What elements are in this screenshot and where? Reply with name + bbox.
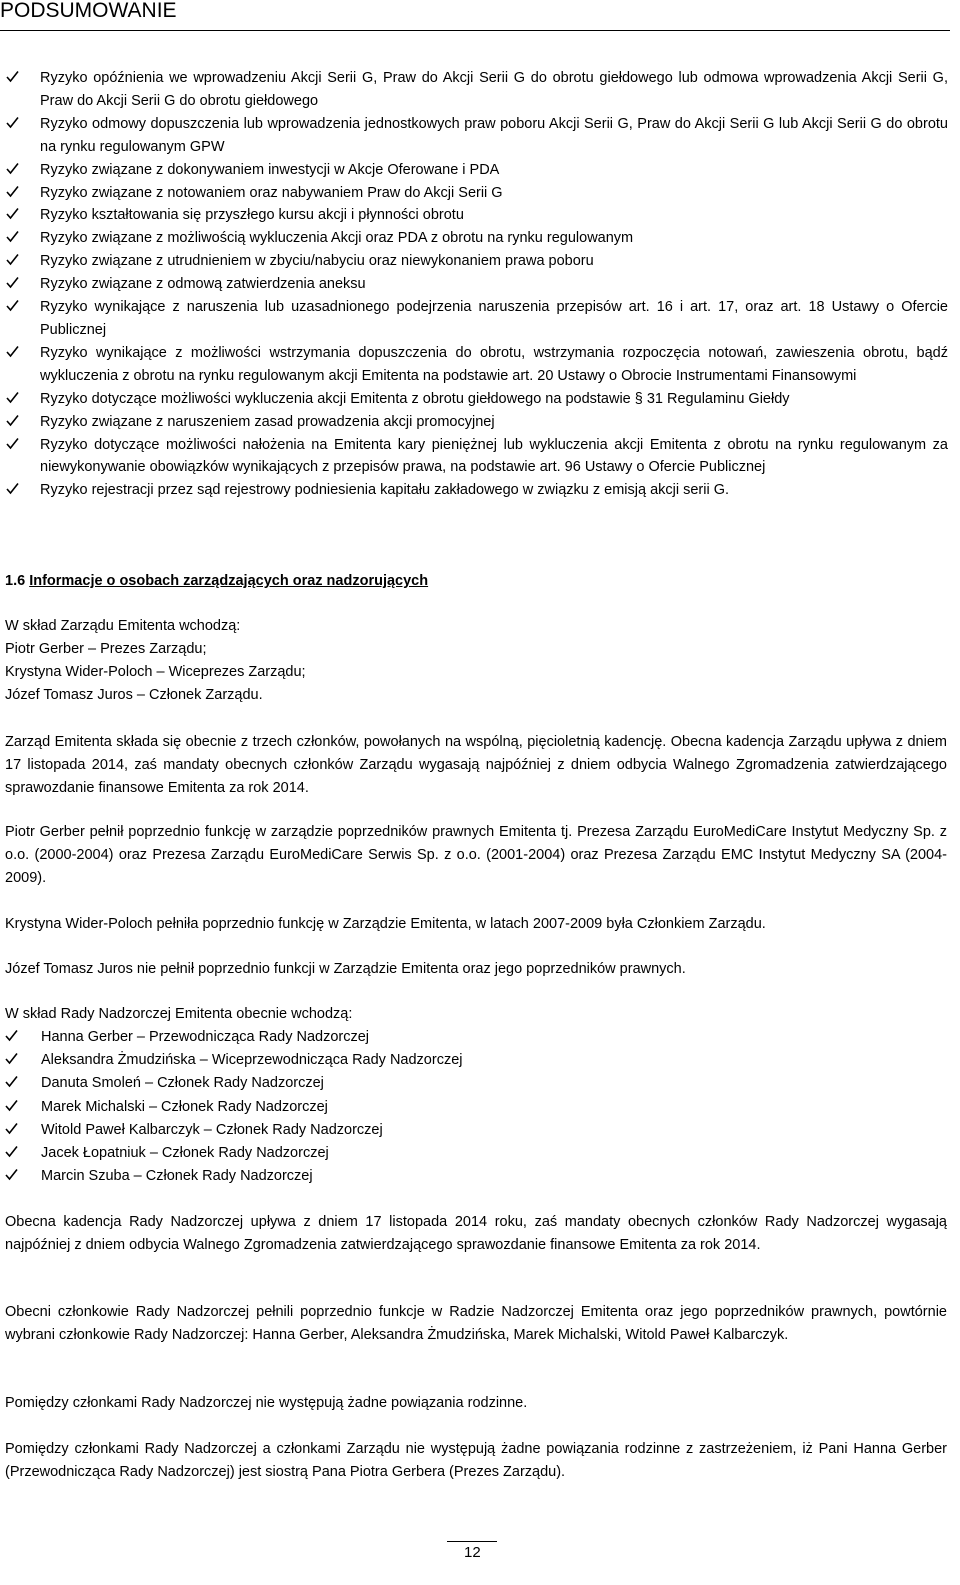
checkmark-icon	[6, 182, 19, 204]
paragraph-no-relations	[5, 1392, 947, 1415]
board-member: Danuta Smoleń – Członek Rady Nadzorczej	[41, 1075, 324, 1092]
list-item	[5, 1119, 947, 1142]
checkmark-icon	[5, 1049, 18, 1071]
paragraph: Józef Tomasz Juros nie pełnił poprzednio funkcji w Zarządzie Emitenta oraz jego poprzedników prawnych.	[5, 961, 686, 977]
management-intro: W skład Zarządu Emitenta wchodzą:	[5, 618, 241, 634]
board-intro: W skład Rady Nadzorczej Emitenta obecnie wchodzą:	[5, 1006, 353, 1022]
risk-text: Ryzyko związane z notowaniem oraz nabywaniem Praw do Akcji Serii G	[40, 184, 503, 201]
management-member: Krystyna Wider-Poloch – Wiceprezes Zarządu;	[5, 664, 306, 680]
management-member: Piotr Gerber – Prezes Zarządu;	[5, 641, 207, 657]
risk-text: Ryzyko związane z odmową zatwierdzenia aneksu	[40, 276, 366, 293]
risk-text: Ryzyko wynikające z możliwości wstrzymania dopuszczenia do obrotu, wstrzymania rozpoczęcia notowań, zawieszenia obrotu, bądź wykluczenia z obrotu na rynku regulowanym akcji Emitenta na podstawie art. 20 Ustawy o Obrocie Instrumentami Finansowymi	[40, 344, 948, 384]
board-block	[5, 1003, 947, 1188]
checkmark-icon	[6, 479, 19, 501]
board-member: Marcin Szuba – Członek Rady Nadzorczej	[41, 1168, 313, 1185]
list-item	[6, 227, 948, 250]
checkmark-icon	[5, 1026, 18, 1048]
risk-text: Ryzyko dotyczące możliwości nałożenia na Emitenta kary pieniężnej lub wykluczenia akcji Emitenta z obrotu na rynku regulowanym za niewykonywanie obowiązków wynikających z przepisów prawa, na podstawie art. 96 Ustawy o Ofercie Publicznej	[40, 436, 948, 476]
board-member: Jacek Łopatniuk – Członek Rady Nadzorczej	[41, 1145, 329, 1162]
list-item	[6, 250, 948, 273]
list-item	[5, 1096, 947, 1119]
list-item	[5, 1072, 947, 1095]
risk-text: Ryzyko dotyczące możliwości wykluczenia akcji Emitenta z obrotu giełdowego na podstawie § 31 Regulaminu Giełdy	[40, 390, 790, 407]
list-item	[5, 1026, 947, 1049]
risk-text: Ryzyko opóźnienia we wprowadzeniu Akcji Serii G, Praw do Akcji Serii G do obrotu giełdowego lub odmowa wprowadzenia Akcji Serii G, Praw do Akcji Serii G do obrotu giełdowego	[40, 70, 948, 109]
paragraph: Obecni członkowie Rady Nadzorczej pełnili poprzednio funkcje w Radzie Nadzorczej Emitenta oraz jego poprzedników prawnych, powtórnie wybrani członkowie Rady Nadzorczej: Hanna Gerber, Aleksandra Żmudzińska, Marek Michalski, Witold Paweł Kalbarczyk.	[5, 1304, 947, 1343]
list-item	[6, 296, 948, 342]
checkmark-icon	[6, 296, 19, 318]
list-item	[6, 113, 948, 159]
board-member: Hanna Gerber – Przewodnicząca Rady Nadzorczej	[41, 1029, 370, 1045]
checkmark-icon	[6, 388, 19, 410]
paragraph-term	[5, 731, 947, 800]
checkmark-icon	[5, 1165, 18, 1187]
checkmark-icon	[6, 159, 19, 181]
list-item	[6, 388, 948, 411]
risk-text: Ryzyko związane z naruszeniem zasad prowadzenia akcji promocyjnej	[40, 413, 495, 430]
page-title: PODSUMOWANIE	[0, 0, 177, 22]
checkmark-icon	[5, 1142, 18, 1164]
paragraph-wider	[5, 913, 947, 936]
board-member: Witold Paweł Kalbarczyk – Członek Rady Nadzorczej	[41, 1121, 383, 1138]
paragraph: Pomiędzy członkami Rady Nadzorczej a członkami Zarządu nie występują żadne powiązania rodzinne z zastrzeżeniem, iż Pani Hanna Gerber (Przewodnicząca Rady Nadzorczej) jest siostrą Pana Piotra Gerbera (Prezes Zarządu).	[5, 1441, 947, 1480]
checkmark-icon	[5, 1096, 18, 1118]
paragraph-board-term	[5, 1211, 947, 1257]
risk-text: Ryzyko wynikające z naruszenia lub uzasadnionego podejrzenia naruszenia przepisów art. 16 i art. 17, oraz art. 18 Ustawy o Ofercie Publicznej	[40, 299, 948, 338]
paragraph-board-prior	[5, 1301, 947, 1347]
list-item	[6, 342, 948, 388]
section-heading	[5, 570, 428, 592]
board-member: Aleksandra Żmudzińska – Wiceprzewodnicząca Rady Nadzorczej	[41, 1052, 463, 1069]
paragraph: Krystyna Wider-Poloch pełniła poprzednio funkcję w Zarządzie Emitenta, w latach 2007-2009 była Członkiem Zarządu.	[5, 916, 766, 932]
checkmark-icon	[6, 273, 19, 295]
checkmark-icon	[6, 227, 19, 249]
management-block	[5, 615, 947, 707]
list-item	[6, 434, 948, 480]
paragraph-gerber	[5, 821, 947, 890]
risk-list	[6, 67, 948, 502]
list-item	[6, 273, 948, 296]
page-number: 12	[464, 1544, 481, 1561]
paragraph-juros	[5, 958, 947, 981]
board-member: Marek Michalski – Członek Rady Nadzorczej	[41, 1098, 328, 1115]
board-list	[5, 1026, 947, 1188]
checkmark-icon	[5, 1119, 18, 1141]
checkmark-icon	[6, 204, 19, 226]
risk-text: Ryzyko kształtowania się przyszłego kursu akcji i płynności obrotu	[40, 207, 464, 224]
risk-text: Ryzyko związane z utrudnieniem w zbyciu/nabyciu oraz niewykonaniem prawa poboru	[40, 253, 594, 270]
checkmark-icon	[6, 342, 19, 364]
checkmark-icon	[6, 250, 19, 272]
page-number-rule	[447, 1541, 497, 1542]
list-item	[6, 159, 948, 182]
paragraph: Pomiędzy członkami Rady Nadzorczej nie występują żadne powiązania rodzinne.	[5, 1395, 528, 1411]
section-title: Informacje o osobach zarządzających oraz nadzorujących	[29, 573, 429, 589]
list-item	[5, 1142, 947, 1165]
risk-text: Ryzyko związane z dokonywaniem inwestycji w Akcje Oferowane i PDA	[40, 161, 500, 178]
risk-text: Ryzyko związane z możliwością wykluczenia Akcji oraz PDA z obrotu na rynku regulowanym	[40, 230, 634, 247]
paragraph: Piotr Gerber pełnił poprzednio funkcję w zarządzie poprzedników prawnych Emitenta tj. Prezesa Zarządu EuroMediCare Instytut Medyczny Sp. z o.o. (2000-2004) oraz Prezesa Zarządu EuroMediCare Serwis Sp. z o.o. (2001-2004) oraz Prezesa Zarządu EMC Instytut Medyczny SA (2004-2009).	[5, 824, 947, 886]
list-item	[6, 67, 948, 113]
list-item	[6, 411, 948, 434]
checkmark-icon	[6, 113, 19, 135]
title-rule	[0, 30, 950, 31]
checkmark-icon	[6, 67, 19, 89]
checkmark-icon	[6, 434, 19, 456]
list-item	[6, 479, 948, 502]
checkmark-icon	[5, 1072, 18, 1094]
paragraph: Obecna kadencja Rady Nadzorczej upływa z dniem 17 listopada 2014 roku, zaś mandaty obecnych członków Rady Nadzorczej wygasają najpóźniej z dniem odbycia Walnego Zgromadzenia zatwierdzającego sprawozdanie finansowe Emitenta za rok 2014.	[5, 1214, 947, 1253]
paragraph: Zarząd Emitenta składa się obecnie z trzech członków, powołanych na wspólną, pięcioletnią kadencję. Obecna kadencja Zarządu upływa z dniem 17 listopada 2014, zaś mandaty obecnych członków Zarządu wygasają najpóźniej z dniem odbycia Walnego Zgromadzenia zatwierdzającego sprawozdanie finansowe Emitenta za rok 2014.	[5, 734, 947, 796]
risk-text: Ryzyko rejestracji przez sąd rejestrowy podniesienia kapitału zakładowego w związku z emisją akcji serii G.	[40, 482, 730, 499]
risk-text: Ryzyko odmowy dopuszczenia lub wprowadzenia jednostkowych praw poboru Akcji Serii G, Praw do Akcji Serii G lub Akcji Serii G do obrotu na rynku regulowanym GPW	[40, 115, 948, 155]
list-item	[6, 182, 948, 205]
checkmark-icon	[6, 411, 19, 433]
management-member: Józef Tomasz Juros – Członek Zarządu.	[5, 687, 263, 703]
list-item	[5, 1049, 947, 1072]
list-item	[5, 1165, 947, 1188]
section-number: 1.6	[5, 573, 26, 589]
paragraph-relations	[5, 1438, 947, 1484]
list-item	[6, 204, 948, 227]
